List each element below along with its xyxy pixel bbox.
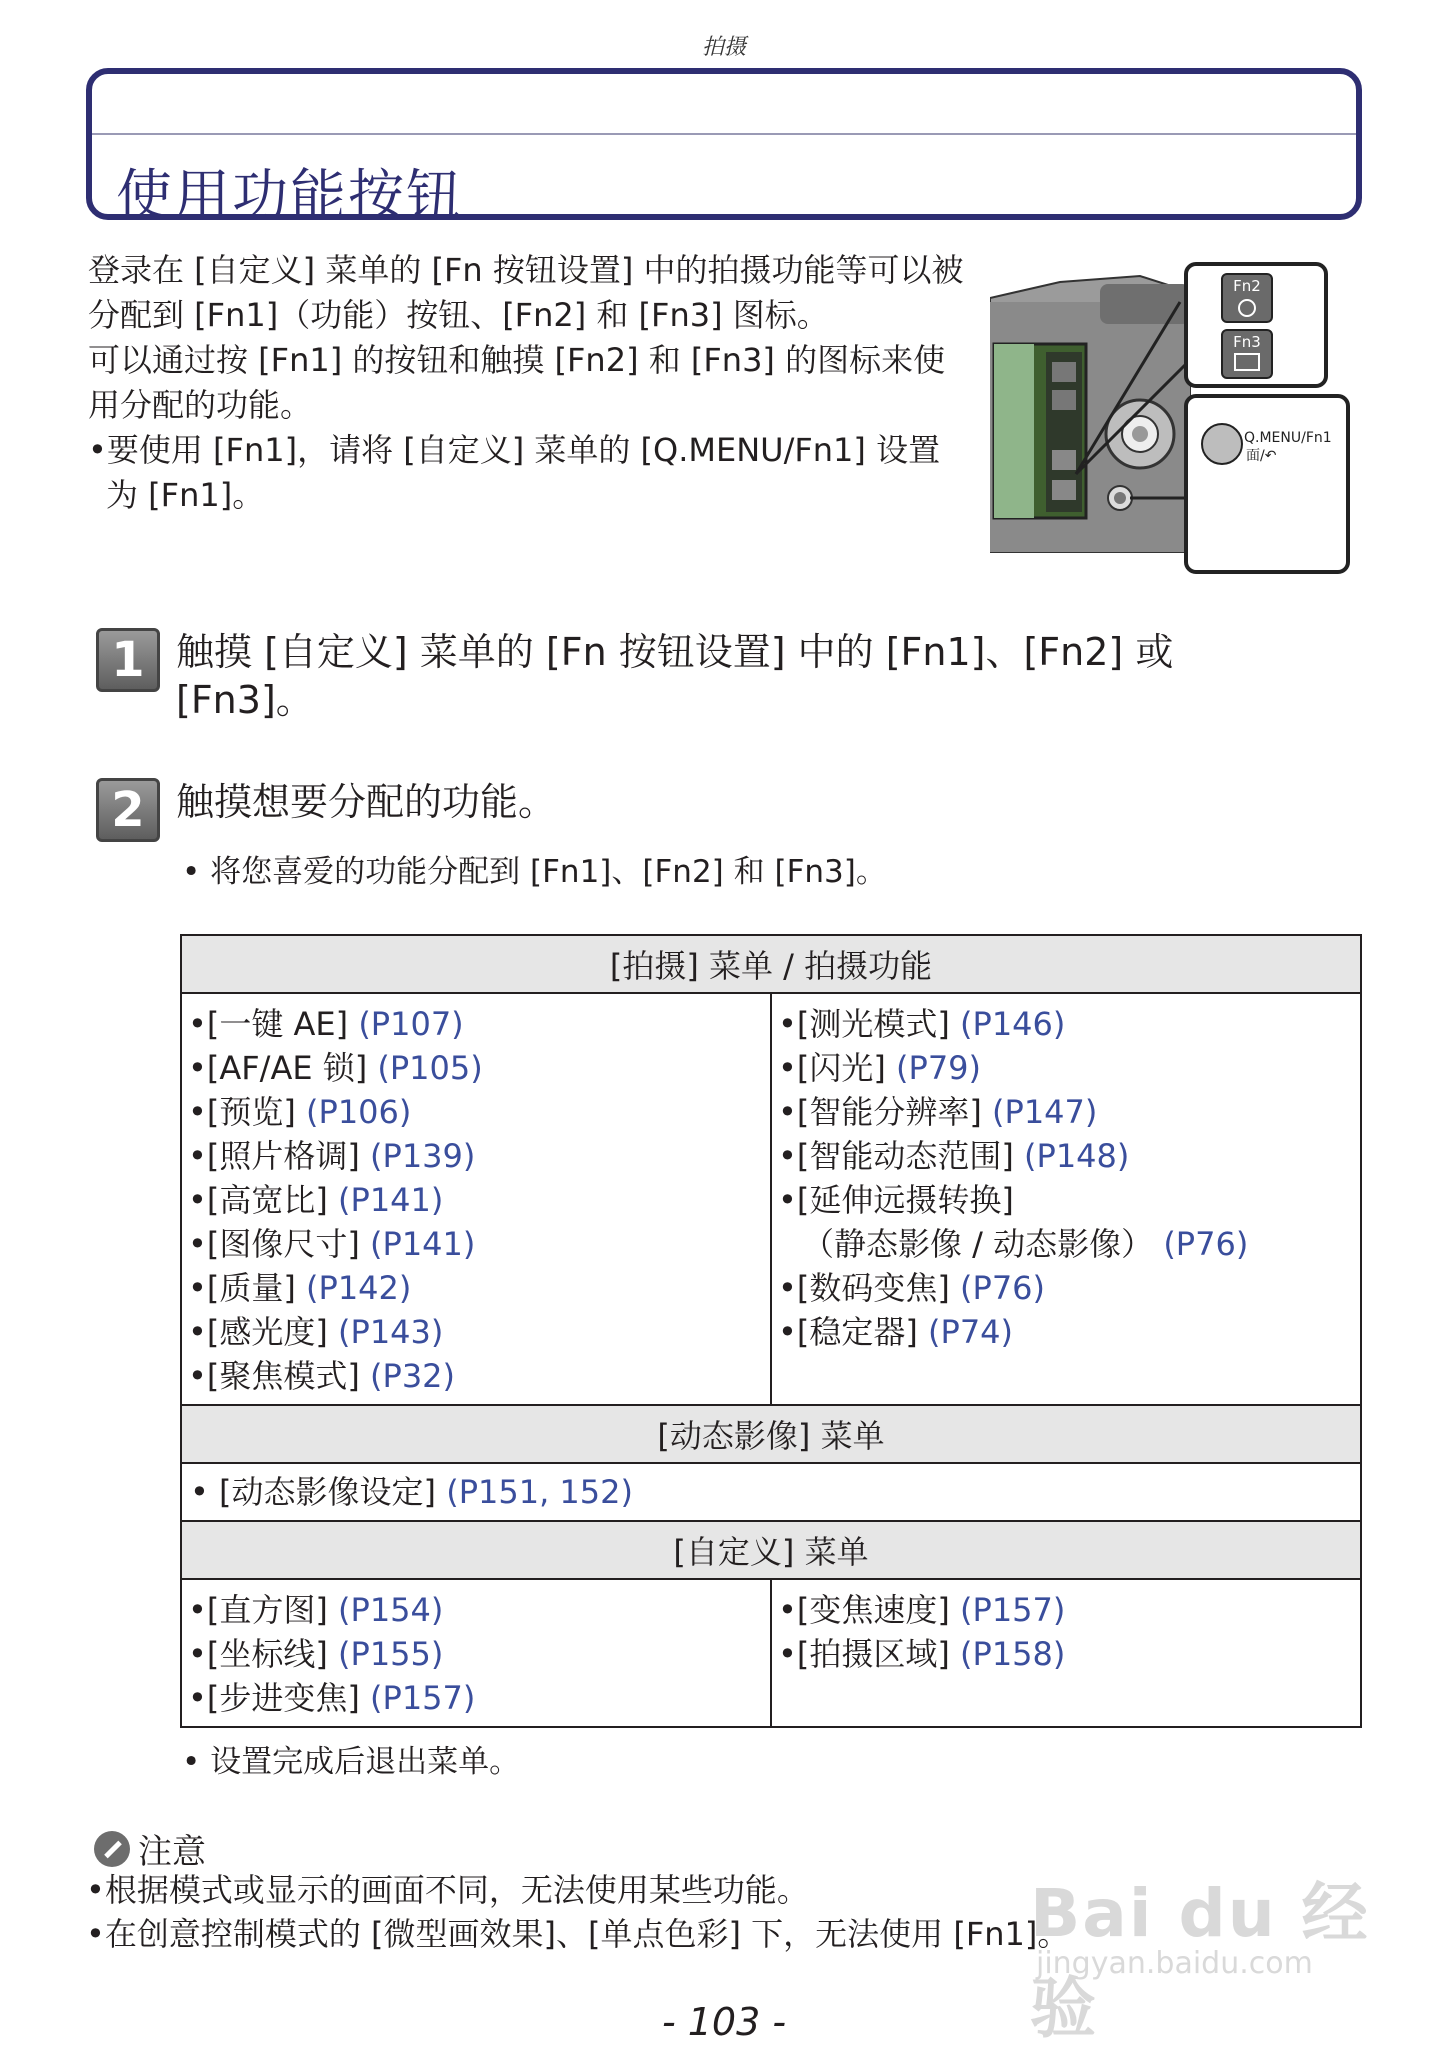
table-header-movie: [动态影像] 菜单 — [181, 1405, 1361, 1463]
list-item — [778, 1222, 1354, 1266]
list-item — [188, 1676, 764, 1720]
item-label: •[智能动态范围] — [778, 1137, 1014, 1175]
item-label: •[步进变焦] — [188, 1679, 360, 1717]
page-reference-link[interactable]: (P142) — [306, 1269, 412, 1307]
list-item — [778, 1178, 1354, 1222]
page-reference-link[interactable]: (P76) — [960, 1269, 1046, 1307]
list-item — [188, 1354, 764, 1398]
fn2-label: Fn2 — [1233, 277, 1261, 295]
page-reference-link[interactable]: (P155) — [338, 1635, 444, 1673]
item-label: •[AF/AE 锁] — [188, 1049, 368, 1087]
list-item — [778, 1046, 1354, 1090]
camera-illustration — [990, 262, 1352, 574]
page-reference-link[interactable]: (P141) — [370, 1225, 476, 1263]
page-reference-link[interactable]: (P106) — [306, 1093, 412, 1131]
custom-right-column — [771, 1579, 1361, 1727]
notes-list — [86, 1868, 1069, 1956]
item-label: •[稳定器] — [778, 1313, 918, 1351]
page-reference-link[interactable]: (P74) — [928, 1313, 1014, 1351]
step-number-icon: 1 — [96, 628, 160, 692]
item-label: •[预览] — [188, 1093, 296, 1131]
page-reference-link[interactable]: (P158) — [960, 1635, 1066, 1673]
item-label: •[一键 AE] — [188, 1005, 349, 1043]
movie-item-label: • [动态影像设定] — [190, 1473, 437, 1511]
list-item — [188, 1134, 764, 1178]
page-reference-link[interactable]: (P32) — [370, 1357, 456, 1395]
watermark-url: jingyan.baidu.com — [1036, 1946, 1313, 1981]
item-label: •[智能分辨率] — [778, 1093, 982, 1131]
notes-title: 注意 — [138, 1832, 206, 1872]
list-item — [188, 1002, 764, 1046]
fn3-label: Fn3 — [1233, 333, 1261, 351]
list-item — [188, 1178, 764, 1222]
qmenu-button — [1202, 424, 1242, 464]
intro-text — [88, 248, 968, 518]
rec-right-column — [771, 993, 1361, 1405]
intro-paragraph-1: 登录在 [自定义] 菜单的 [Fn 按钮设置] 中的拍摄功能等可以被分配到 [Fn1]（功能）按钮、[Fn2] 和 [Fn3] 图标。 — [88, 251, 964, 334]
title-frame — [86, 68, 1362, 229]
table-header-custom: [自定义] 菜单 — [181, 1521, 1361, 1579]
note-item: •在创意控制模式的 [微型画效果]、[单点色彩] 下，无法使用 [Fn1]。 — [86, 1915, 1070, 1953]
item-label: •[闪光] — [778, 1049, 886, 1087]
list-item — [188, 1046, 764, 1090]
page-title: 使用功能按钮 — [116, 164, 464, 229]
step-text: 触摸 [自定义] 菜单的 [Fn 按钮设置] 中的 [Fn1]、[Fn2] 或 [Fn3]。 — [176, 630, 1174, 722]
page-reference-link[interactable]: (P143) — [338, 1313, 444, 1351]
item-label: •[高宽比] — [188, 1181, 328, 1219]
list-item — [778, 1002, 1354, 1046]
rec-left-column — [181, 993, 771, 1405]
item-label: •[图像尺寸] — [188, 1225, 360, 1263]
item-label: •[感光度] — [188, 1313, 328, 1351]
watermark-logo: Bai du 经验 — [1030, 1875, 1370, 2047]
intro-paragraph-2: 可以通过按 [Fn1] 的按钮和触摸 [Fn2] 和 [Fn3] 的图标来使用分配的功能。 — [88, 341, 946, 424]
qmenu-sublabel: 面/↶ — [1246, 448, 1277, 464]
item-label: •[拍摄区域] — [778, 1635, 950, 1673]
page-reference-link[interactable]: (P76) — [1163, 1225, 1249, 1263]
item-label: （静态影像 / 动态影像） — [802, 1225, 1154, 1263]
list-item — [778, 1266, 1354, 1310]
list-item — [778, 1588, 1354, 1632]
section-label: 拍摄 — [701, 35, 746, 60]
movie-row — [181, 1463, 1361, 1521]
list-item — [188, 1090, 764, 1134]
note-item: •根据模式或显示的画面不同，无法使用某些功能。 — [86, 1871, 809, 1909]
item-label: •[坐标线] — [188, 1635, 328, 1673]
item-label: •[直方图] — [188, 1591, 328, 1629]
step-2 — [96, 778, 1276, 842]
list-item — [188, 1266, 764, 1310]
pencil-icon — [94, 1831, 130, 1867]
step-1 — [96, 628, 1276, 724]
page-reference-link[interactable]: (P148) — [1024, 1137, 1130, 1175]
qmenu-label: Q.MENU/Fn1 — [1244, 430, 1332, 446]
function-table — [180, 934, 1362, 1728]
item-label: •[测光模式] — [778, 1005, 950, 1043]
list-item — [188, 1632, 764, 1676]
page-reference-link[interactable]: (P146) — [960, 1005, 1066, 1043]
custom-left-column — [181, 1579, 771, 1727]
table-header-rec: [拍摄] 菜单 / 拍摄功能 — [181, 935, 1361, 993]
page-reference-link[interactable]: (P154) — [338, 1591, 444, 1629]
page-reference-link[interactable]: (P139) — [370, 1137, 476, 1175]
watermark — [1030, 1850, 1370, 2047]
list-item — [778, 1310, 1354, 1354]
item-label: •[质量] — [188, 1269, 296, 1307]
list-item — [778, 1134, 1354, 1178]
title-divider — [92, 133, 1356, 135]
step-2-subtext: • 将您喜爱的功能分配到 [Fn1]、[Fn2] 和 [Fn3]。 — [182, 854, 887, 890]
intro-bullet: •要使用 [Fn1]，请将 [自定义] 菜单的 [Q.MENU/Fn1] 设置为 [Fn1]。 — [88, 431, 941, 514]
page-reference-link[interactable]: (P157) — [370, 1679, 476, 1717]
list-item — [188, 1310, 764, 1354]
list-item — [778, 1632, 1354, 1676]
notes-heading — [94, 1824, 206, 1873]
page-reference-link[interactable]: (P105) — [377, 1049, 483, 1087]
page-number: - 103 - — [661, 2000, 787, 2044]
step-number-icon: 2 — [96, 778, 160, 842]
list-item — [188, 1222, 764, 1266]
after-table-note: • 设置完成后退出菜单。 — [182, 1744, 521, 1780]
qmenu-callout — [1186, 396, 1348, 572]
list-item — [188, 1588, 764, 1632]
item-label: •[延伸远摄转换] — [778, 1181, 1014, 1219]
page-reference-link[interactable]: (P157) — [960, 1591, 1066, 1629]
page-reference-link[interactable]: (P107) — [358, 1005, 464, 1043]
page-reference-link[interactable]: (P147) — [992, 1093, 1098, 1131]
list-item — [778, 1090, 1354, 1134]
item-label: •[照片格调] — [188, 1137, 360, 1175]
step-text: 触摸想要分配的功能。 — [176, 780, 557, 824]
item-label: •[数码变焦] — [778, 1269, 950, 1307]
page-reference-link[interactable]: (P141) — [338, 1181, 444, 1219]
page-reference-link[interactable]: (P79) — [896, 1049, 982, 1087]
item-label: •[变焦速度] — [778, 1591, 950, 1629]
movie-item-ref[interactable]: (P151, 152) — [446, 1473, 633, 1511]
item-label: •[聚焦模式] — [188, 1357, 360, 1395]
